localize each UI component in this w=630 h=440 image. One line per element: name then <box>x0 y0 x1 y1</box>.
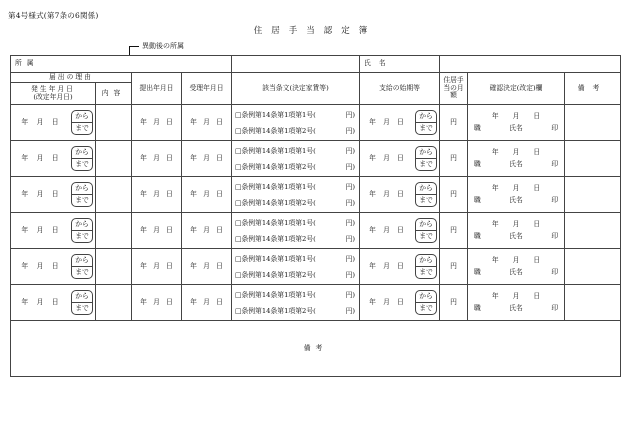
clause-option-2[interactable]: □条例第14条第1項第2号( 円) <box>235 234 356 243</box>
seal-label: 印 <box>551 267 559 276</box>
day-label: 日 <box>51 153 59 162</box>
period-bracket <box>71 146 93 171</box>
occurrence-date-cell <box>11 249 96 285</box>
received-date-cell: 年 月 日 <box>182 105 232 141</box>
period-bracket <box>71 218 93 243</box>
name-label: 氏名 <box>509 267 523 276</box>
month-label: 月 <box>36 117 44 126</box>
confirmation-cell: 年 月 日 職 氏名 印 <box>468 141 565 177</box>
official-label: 職 <box>474 159 481 168</box>
period-bracket <box>71 110 93 135</box>
clause-option-1[interactable]: □条例第14条第1項第1号( 円) <box>235 182 356 191</box>
clause-option-1[interactable]: □条例第14条第1項第1号( 円) <box>235 290 356 299</box>
shimei-cell <box>360 56 440 73</box>
monthly-amount-cell: 円 <box>440 213 468 249</box>
payment-period-header: 支給の始期等 <box>360 73 440 105</box>
seal-label: 印 <box>551 159 559 168</box>
month-label: 月 <box>36 189 44 198</box>
remarks-cell <box>565 177 621 213</box>
year-label: 年 <box>21 189 29 198</box>
day-label: 日 <box>51 189 59 198</box>
period-bracket <box>71 290 93 315</box>
clause-option-2[interactable]: □条例第14条第1項第2号( 円) <box>235 270 356 279</box>
to-label: まで <box>72 122 92 134</box>
month-label: 月 <box>36 261 44 270</box>
received-date-cell: 年 月 日 <box>182 177 232 213</box>
content-cell <box>96 213 132 249</box>
period-bracket <box>71 182 93 207</box>
year-label: 年 <box>21 225 29 234</box>
occurrence-header: 発生年月日 (改定年月日) <box>11 83 96 105</box>
submitted-date-cell: 年 月 日 <box>132 105 182 141</box>
monthly-amount-cell: 円 <box>440 105 468 141</box>
submitted-date-cell: 年 月 日 <box>132 285 182 321</box>
to-label: まで <box>72 158 92 170</box>
official-label: 職 <box>474 123 481 132</box>
remarks-cell <box>565 213 621 249</box>
reason-group-header: 届出の理由 <box>11 73 132 83</box>
table-row <box>11 177 621 213</box>
occurrence-date-cell <box>11 177 96 213</box>
day-label: 日 <box>51 261 59 270</box>
clause-cell <box>232 141 360 177</box>
table-row <box>11 213 621 249</box>
submitted-date-cell: 年 月 日 <box>132 213 182 249</box>
to-label: まで <box>72 266 92 278</box>
received-date-cell: 年 月 日 <box>182 249 232 285</box>
name-label: 氏名 <box>509 231 523 240</box>
seal-label: 印 <box>551 195 559 204</box>
footer-remarks-label: 備考 <box>303 343 328 352</box>
year-label: 年 <box>21 297 29 306</box>
official-label: 職 <box>474 231 481 240</box>
period-bracket: から まで <box>415 182 437 207</box>
clause-cell <box>232 249 360 285</box>
header-row <box>11 56 621 73</box>
remarks-cell <box>565 141 621 177</box>
occurrence-date-cell <box>11 285 96 321</box>
clause-option-1[interactable]: □条例第14条第1項第1号( 円) <box>235 218 356 227</box>
clause-option-1[interactable]: □条例第14条第1項第1号( 円) <box>235 110 356 119</box>
month-label: 月 <box>36 225 44 234</box>
content-cell <box>96 285 132 321</box>
period-bracket: から まで <box>415 290 437 315</box>
confirmation-cell: 年 月 日 職 氏名 印 <box>468 177 565 213</box>
monthly-amount-cell: 円 <box>440 249 468 285</box>
confirmation-cell: 年 月 日 職 氏名 印 <box>468 285 565 321</box>
table-row <box>11 249 621 285</box>
submitted-header: 提出年月日 <box>132 73 182 105</box>
page-title: 住居手当認定簿 <box>253 26 377 36</box>
period-bracket: から まで <box>415 254 437 279</box>
year-label: 年 <box>21 117 29 126</box>
period-bracket <box>71 254 93 279</box>
clause-option-1[interactable]: □条例第14条第1項第1号( 円) <box>235 146 356 155</box>
remarks-cell <box>565 105 621 141</box>
name-label: 氏名 <box>509 303 523 312</box>
payment-period-cell: 年 月 日 から まで <box>360 213 440 249</box>
from-label: から <box>75 220 89 228</box>
content-cell <box>96 177 132 213</box>
occurrence-date-cell <box>11 105 96 141</box>
official-label: 職 <box>474 303 481 312</box>
name-label: 氏名 <box>509 159 523 168</box>
to-label: まで <box>72 194 92 206</box>
year-label: 年 <box>21 153 29 162</box>
table-row <box>11 105 621 141</box>
footer-remarks-cell <box>11 321 621 377</box>
month-label: 月 <box>36 153 44 162</box>
remarks-cell <box>565 249 621 285</box>
clause-cell <box>232 105 360 141</box>
day-label: 日 <box>51 225 59 234</box>
shozoku-label: 所属 <box>15 59 39 68</box>
from-label: から <box>75 148 89 156</box>
clause-cell <box>232 285 360 321</box>
payment-period-cell: 年 月 日 から まで <box>360 105 440 141</box>
clause-cell <box>232 177 360 213</box>
name-label: 氏名 <box>509 195 523 204</box>
clause-option-1[interactable]: □条例第14条第1項第1号( 円) <box>235 254 356 263</box>
occurrence-date-cell <box>11 141 96 177</box>
monthly-amount-cell: 円 <box>440 177 468 213</box>
annotation-leader-line <box>129 46 139 47</box>
period-bracket: から まで <box>415 218 437 243</box>
content-cell <box>96 141 132 177</box>
received-date-cell: 年 月 日 <box>182 285 232 321</box>
month-label: 月 <box>36 297 44 306</box>
clause-option-2[interactable]: □条例第14条第1項第2号( 円) <box>235 198 356 207</box>
payment-period-cell: 年 月 日 から まで <box>360 141 440 177</box>
confirmation-header: 確認決定(改定)欄 <box>468 73 565 105</box>
content-cell <box>96 249 132 285</box>
seal-label: 印 <box>551 123 559 132</box>
received-header: 受理年月日 <box>182 73 232 105</box>
period-bracket: から まで <box>415 146 437 171</box>
from-label: から <box>75 256 89 264</box>
to-label: まで <box>72 302 92 314</box>
monthly-amount-cell: 円 <box>440 285 468 321</box>
confirmation-cell: 年 月 日 職 氏名 印 <box>468 213 565 249</box>
from-label: から <box>75 112 89 120</box>
day-label: 日 <box>51 117 59 126</box>
shozoku-cell <box>11 56 232 73</box>
clause-option-2[interactable]: □条例第14条第1項第2号( 円) <box>235 162 356 171</box>
table-row <box>11 285 621 321</box>
year-label: 年 <box>21 261 29 270</box>
payment-period-cell: 年 月 日 から まで <box>360 285 440 321</box>
received-date-cell: 年 月 日 <box>182 141 232 177</box>
shozoku-cell-extra <box>232 56 360 73</box>
shimei-value-cell <box>440 56 621 73</box>
payment-period-cell: 年 月 日 から まで <box>360 249 440 285</box>
submitted-date-cell: 年 月 日 <box>132 177 182 213</box>
confirmation-cell: 年 月 日 職 氏名 印 <box>468 105 565 141</box>
housing-allowance-table <box>10 55 621 377</box>
submitted-date-cell: 年 月 日 <box>132 249 182 285</box>
monthly-amount-cell: 円 <box>440 141 468 177</box>
to-label: まで <box>72 230 92 242</box>
official-label: 職 <box>474 195 481 204</box>
table-row <box>11 141 621 177</box>
remarks-cell <box>565 285 621 321</box>
shimei-label: 氏名 <box>364 59 394 68</box>
footer-row <box>11 321 621 377</box>
clause-header: 該当条文(決定家賃等) <box>232 73 360 105</box>
period-bracket: から まで <box>415 110 437 135</box>
content-header: 内容 <box>96 83 132 105</box>
official-label: 職 <box>474 267 481 276</box>
payment-period-cell: 年 月 日 から まで <box>360 177 440 213</box>
column-header-row-1 <box>11 73 621 83</box>
data-rows <box>11 105 621 321</box>
seal-label: 印 <box>551 231 559 240</box>
remarks-header: 備考 <box>565 73 621 105</box>
from-label: から <box>75 292 89 300</box>
name-label: 氏名 <box>509 123 523 132</box>
from-label: から <box>75 184 89 192</box>
clause-option-2[interactable]: □条例第14条第1項第2号( 円) <box>235 306 356 315</box>
occurrence-date-cell <box>11 213 96 249</box>
received-date-cell: 年 月 日 <box>182 213 232 249</box>
monthly-amount-header: 住居手当の月額 <box>440 73 468 105</box>
seal-label: 印 <box>551 303 559 312</box>
form-number: 第4号様式(第7条の6関係) <box>8 11 99 20</box>
confirmation-cell: 年 月 日 職 氏名 印 <box>468 249 565 285</box>
clause-option-2[interactable]: □条例第14条第1項第2号( 円) <box>235 126 356 135</box>
submitted-date-cell: 年 月 日 <box>132 141 182 177</box>
day-label: 日 <box>51 297 59 306</box>
clause-cell <box>232 213 360 249</box>
content-cell <box>96 105 132 141</box>
annotation-label: 異動後の所属 <box>142 42 184 50</box>
